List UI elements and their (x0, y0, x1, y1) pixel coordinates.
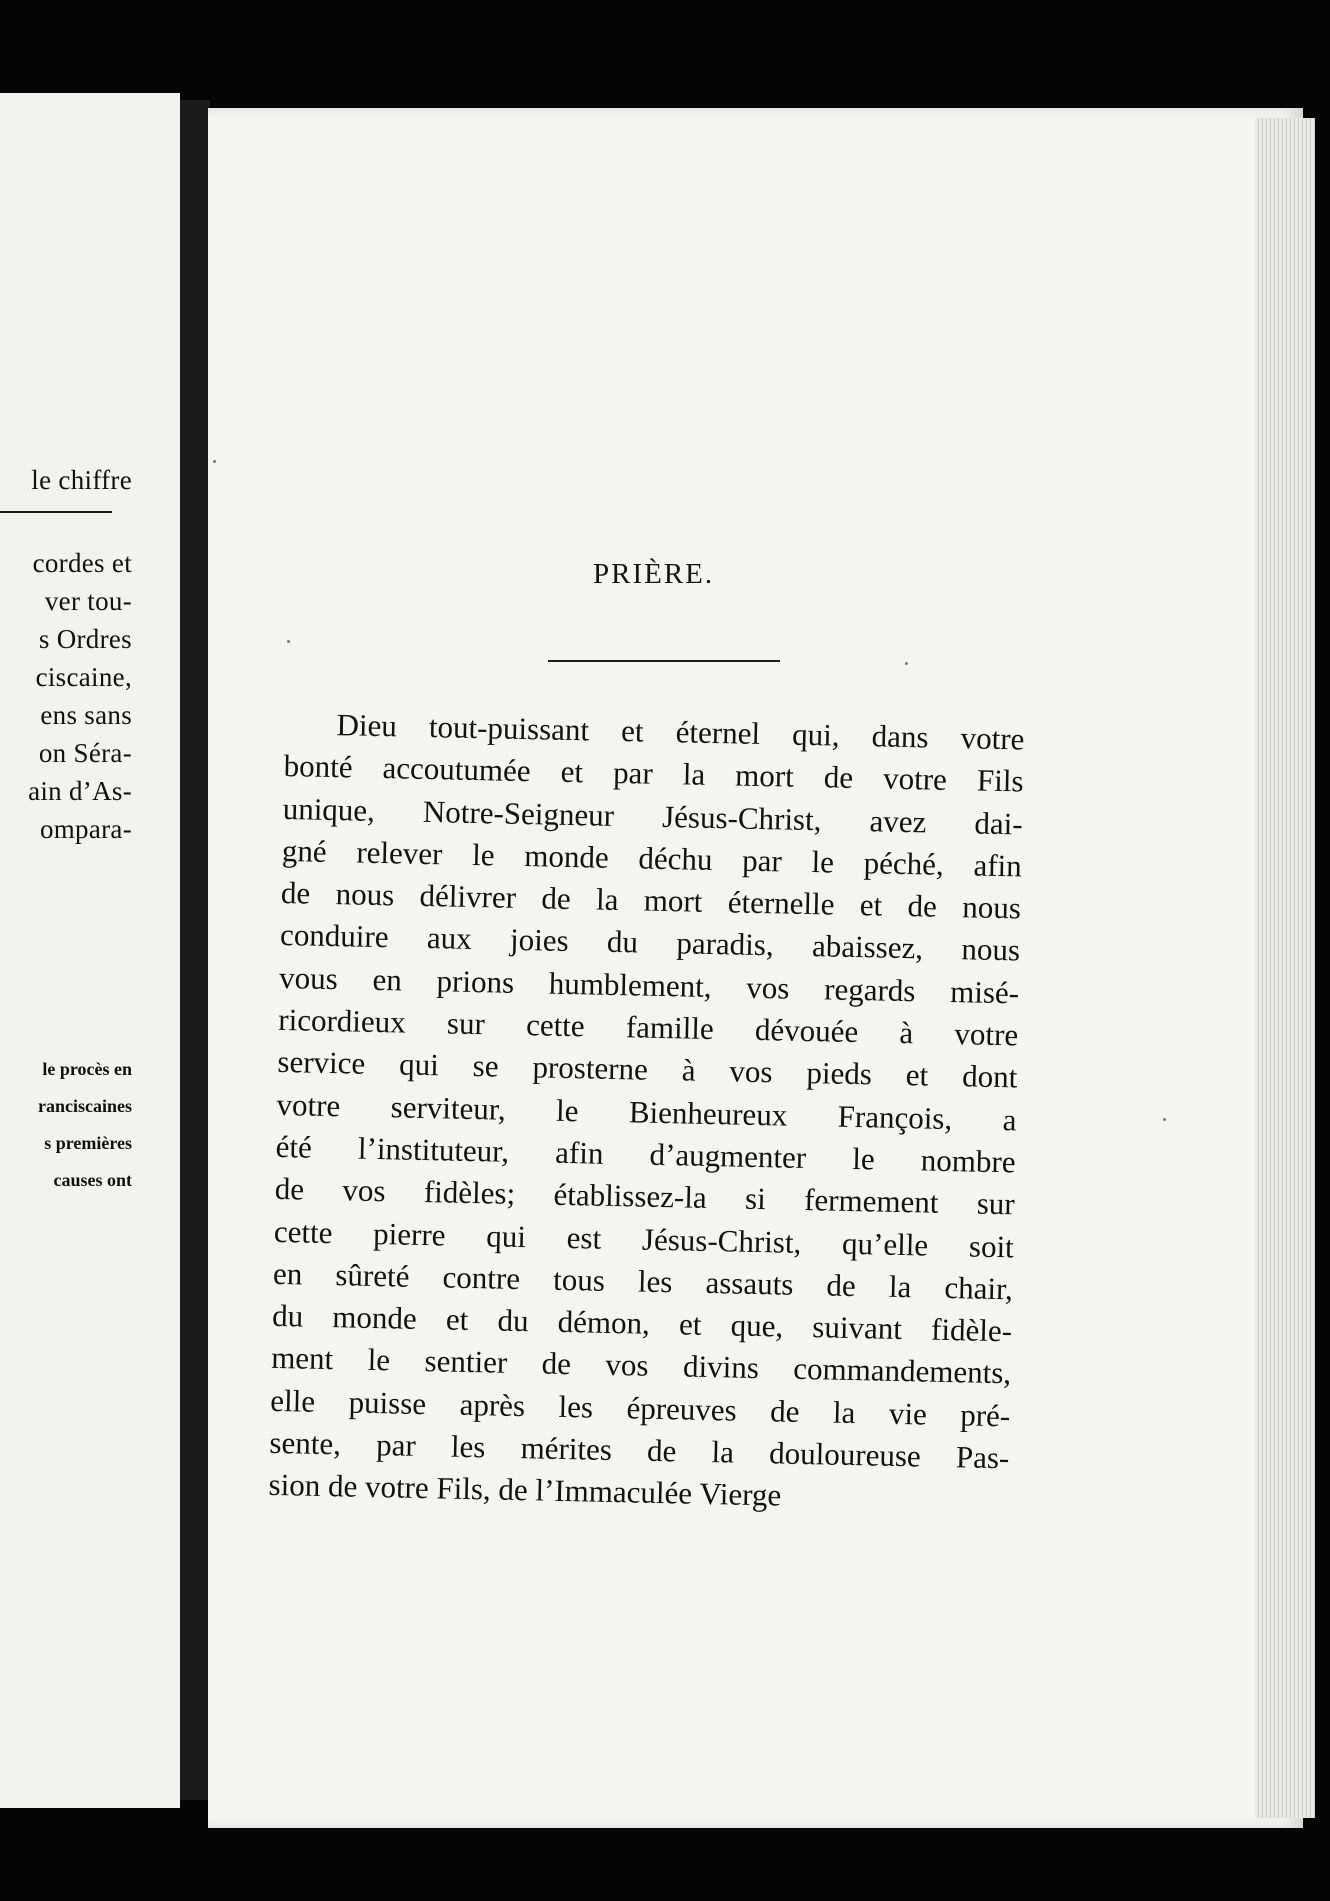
dust-speck (905, 662, 908, 665)
dust-speck (1163, 1118, 1166, 1121)
prayer-line: ment le sentier de vos divins commandements, (270, 1340, 1012, 1391)
prayer-line: conduire aux joies du paradis, abaissez, nous (279, 917, 1021, 968)
prayer-line: service qui se prosterne à vos pieds et dont (277, 1044, 1018, 1095)
title-divider (548, 660, 780, 662)
left-text-line: ciscaine, (35, 662, 132, 692)
left-text-line: ompara- (39, 814, 132, 844)
dust-speck (287, 640, 290, 643)
page-title: PRIÈRE. (593, 558, 715, 590)
left-text-line: ain d’As- (28, 776, 132, 806)
prayer-line: sion de votre Fils, de l’Immaculée Vierge (268, 1467, 782, 1513)
prayer-line: elle puisse après les épreuves de la vie pré- (270, 1382, 1011, 1434)
book-gutter (180, 100, 210, 1800)
left-text-line: le chiffre (31, 465, 132, 495)
prayer-line: ricordieux sur cette famille dévouée à votre (278, 1002, 1019, 1053)
prayer-line: gné relever le monde déchu par le péché, afin (281, 832, 1023, 884)
page-edge (1255, 118, 1315, 1818)
left-text-line: on Séra- (38, 738, 132, 768)
prayer-line: en sûreté contre tous les assauts de la chair, (272, 1255, 1014, 1307)
left-footnote-line: ranciscaines (38, 1096, 132, 1116)
prayer-line: de nous délivrer de la mort éternelle et de nous (280, 875, 1022, 926)
dust-speck (213, 460, 216, 463)
prayer-line: unique, Notre-Seigneur Jésus-Christ, avez dai- (282, 790, 1024, 842)
prayer-line: cette pierre qui est Jésus-Christ, qu’elle soit (273, 1213, 1015, 1264)
prayer-line: Dieu tout-puissant et éternel qui, dans votre (336, 707, 1025, 757)
left-page (0, 93, 180, 1808)
left-text-line: cordes et (32, 548, 132, 578)
left-text-line: ens sans (40, 700, 132, 730)
left-footnote-line: le procès en (42, 1059, 132, 1079)
left-text-line: ver tou- (44, 586, 132, 616)
prayer-line: vous en prions humblement, vos regards misé- (278, 959, 1020, 1011)
prayer-line: bonté accoutumée et par la mort de votre Fils (283, 748, 1024, 799)
prayer-line: votre serviteur, le Bienheureux François, a (276, 1086, 1017, 1138)
prayer-line: sente, par les mérites de la douloureuse Pas- (269, 1424, 1010, 1476)
prayer-text (268, 703, 1025, 1522)
left-footnote-line: causes ont (53, 1170, 132, 1190)
left-divider (0, 511, 112, 513)
prayer-line: de vos fidèles; établissez-la si fermement sur (274, 1171, 1016, 1222)
left-text-line: s Ordres (38, 624, 132, 654)
left-footnote-line: s premières (44, 1133, 132, 1153)
prayer-line: du monde et du démon, et que, suivant fidèle- (271, 1298, 1013, 1349)
prayer-line: été l’instituteur, afin d’augmenter le nombre (275, 1128, 1016, 1180)
